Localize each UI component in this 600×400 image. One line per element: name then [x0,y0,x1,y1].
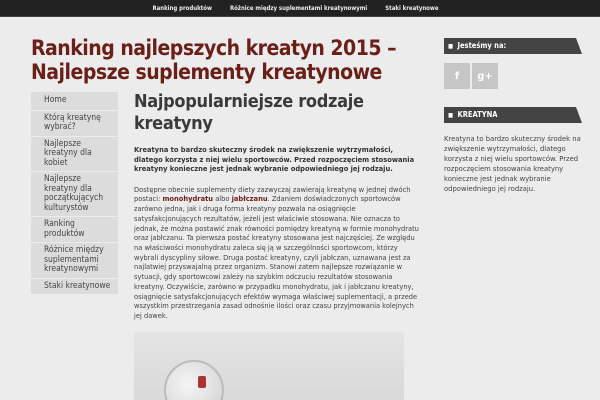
site-title[interactable]: Ranking najlepszych kreatyn 2015 – Najlepsze suplementy kreatynowe [31,36,397,84]
arrow-icon: ■ [448,112,454,119]
sidebar-item-home[interactable]: Home [31,92,118,111]
sidebar-item-ranking[interactable]: Ranking produktów [31,217,118,243]
sidebar-item-staki[interactable]: Staki kreatynowe [31,279,118,296]
intro-paragraph: Kreatyna to bardzo skuteczny środek na zwiększenie wytrzymałości, dlatego korzysta z niej wielu sportowców. Przed rozpoczęciem stosowania kreatyny konieczne jest jednak wybranie odpowiedniego jej rodzaju. [134,146,415,174]
body-text-mid: albo [213,195,232,204]
image-glass-shape [164,360,224,400]
widget-title-kreatyna [444,107,582,123]
sidebar-menu [31,92,118,295]
topnav-item-ranking[interactable]: Ranking produktów [152,5,212,12]
monohydrat-link[interactable]: monohydratu [162,195,214,204]
widget-title-text: Jesteśmy na: [457,41,507,50]
body-text-post: . Zdaniem doświadczonych sportowców zarówno jedna, jak i druga forma kreatyny pozwala na osiągnięcie satysfakcjonujących rezultatów, jeżeli jest właściwie stosowana. Nie oznacza to jednak, że można postawić znak równości pomiędzy kreatyną w formie monohydratu oraz jabłczanu. Ta pierwsza postać kreatyny stosowana jest najczęściej. Ze względu na właściwości monohydratu zaleca się ją w szczególności sportowcom, którzy wybrali dyscypliny siłowe. Druga postać kreatyny, czyli jabłczan, uznawana jest za najlatwiej przyswajalną przez organizm. Stanowi zatem najlepsze rozwiązanie w sytuacji, gdy sportowcowi zależy na szybkim odczuciu rezultatów stosowania kreatyny. Oczywiście, zarówno w przypadku monohydratu, jak i jabłczanu kreatyny, osiągnięcie satysfakcjonujących efektów wymaga właściwej suplementacji, a przede wszystkim przestrzegania zasad odnośnie ilości oraz czasu przyjmowania kolejnych jej dawek. [134,195,419,320]
arrow-icon: ■ [448,43,454,50]
sidebar-item-kobiet[interactable]: Najlepsze kreatyny dla kobiet [31,137,118,173]
page-title: Najpopularniejsze rodzaje kreatyny [134,91,364,134]
topnav-item-staki[interactable]: Staki kreatynowe [385,5,439,12]
social-links [444,63,582,89]
top-navigation [0,0,600,17]
widget-title-social [444,38,582,54]
body-text-pre: Dostępne obecnie suplementy diety zazwyczaj zawierają kreatynę w jednej dwóch postaci: [134,185,411,204]
sidebar-item-roznice[interactable]: Różnice między suplementami kreatynowymi [31,243,118,279]
sidebar-item-ktora[interactable]: Którą kreatynę wybrać? [31,111,118,137]
widget-kreatyna-text: Kreatyna to bardzo skuteczny środek na zwiększenie wytrzymałości, dlatego korzysta z niej wielu sportowców. Przed rozpoczęciem stosowania kreatyny konieczne jest jednak wybranie odpowiedniego jej rodzaju. [444,135,581,193]
widget-title-text: KREATYNA [457,110,498,119]
google-plus-icon[interactable]: g+ [472,63,498,89]
main-content [134,91,422,322]
topnav-item-roznice[interactable]: Różnice między suplementami kreatynowymi [229,5,368,12]
image-capsule-shape [198,376,206,388]
jablczan-link[interactable]: jabłczanu [231,195,268,204]
right-sidebar [444,38,582,194]
sidebar-item-poczatkujacych[interactable]: Najlepsze kreatyny dla początkujących kulturystów [31,172,118,217]
article-image [134,332,404,400]
body-paragraph [134,186,422,322]
facebook-icon[interactable]: f [444,63,470,89]
